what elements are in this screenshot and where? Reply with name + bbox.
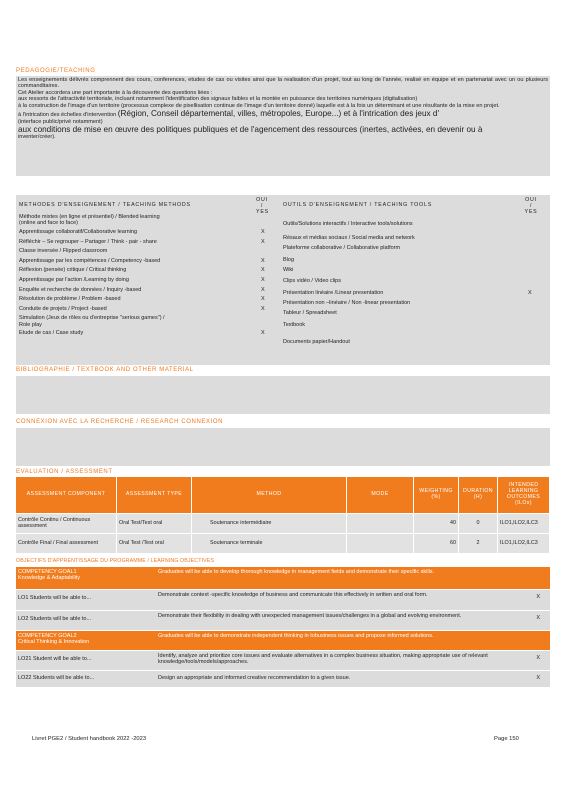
method-mark: X	[261, 330, 265, 337]
eval-type: Oral Test/Test oral	[117, 513, 192, 533]
method-mark: X	[261, 296, 265, 303]
competency-goal-2	[16, 630, 550, 651]
pedagogie-paragraph: Cet Atelier accordera une part importante à la découverte des questions liées :	[18, 89, 213, 96]
tool-mark: X	[528, 290, 532, 296]
tool-item: Résaux et médias sociaux / Social media and network	[283, 235, 415, 241]
lo-21-label: LO21 Student will be able to...	[18, 656, 92, 662]
goal-1-subtitle: Knowledge & Adaptability	[18, 575, 81, 582]
eval-type: Oral Test /Test oral	[117, 533, 192, 553]
goal-2-text: Graduates will be able to demonstrate independent thinking in tobusiness issues and propose informed solutions.	[158, 633, 434, 639]
table-row	[16, 513, 550, 533]
lo-row-21	[16, 650, 550, 671]
goal-2-title	[18, 633, 142, 646]
eval-header-type: ASSESSMENT TYPE	[117, 477, 192, 513]
tools-oui-header: OUI / YES	[524, 197, 538, 216]
pedagogie-paragraph: Les enseignements délivrés comprennent des cours, conferences, etudes de cas ou visites ainsi que la realisation d'un projet, tout au long de l'année, realisé en équipe et en partenariat avec un ou plusieurs commanditaires.	[18, 77, 548, 90]
goal-1-text: Graduates will be able to develop thorough knowledge in management fields and demonstrate their specific skills.	[158, 569, 435, 575]
pedagogie-paragraph-large: aux conditions de mise en œuvre des politiques publiques et de l'agencement des ressources (inertes, activées, en devenir ou à	[18, 124, 483, 134]
method-label: Résolution de problème / Problem -based	[19, 296, 121, 303]
lo-21-mark: X	[536, 655, 540, 661]
eval-weight: 40	[414, 513, 459, 533]
eval-component: Contrôle Continu / Continuous assessment	[16, 513, 117, 533]
connexion-box	[16, 428, 550, 466]
eval-header-weighting: WEIGHTING (%)	[414, 477, 459, 513]
method-label: Apprentissage par l'action /Learning by doing	[19, 277, 129, 283]
lo-22-text: Design an appropriate and informed creative recommendation to a given issue.	[158, 675, 351, 681]
method-label: Conduite de projets / Project -based	[19, 305, 107, 312]
method-label: Classe inversée / Flipped classroom	[19, 248, 108, 255]
connexion-label: CONNEXION AVEC LA RECHERCHE / RESEARCH CONNEXION	[16, 419, 224, 425]
competency-goal-1	[16, 567, 550, 589]
pedagogie-paragraph	[18, 109, 548, 118]
eval-duration: 2	[459, 533, 498, 553]
bibliographie-label: BIBLIOGRAPHIE / TEXTBOOK AND OTHER MATERIAL	[16, 367, 194, 373]
eval-ilo: ILO1,ILO2,ILC3	[498, 513, 550, 533]
lo-21-text: Identify, analyze and prioritize core issues and evaluate alternatives in a complex business situation, making appropriate use of relevant knowledge/tools/models/approaches.	[158, 653, 488, 666]
tool-item: Plateforme collaborative / Collaborative platform	[283, 245, 401, 251]
lo-1-text: Demonstrate context -specific knowledge of business and communicate this effectively in written and oral form.	[158, 592, 428, 598]
method-label: Réflexion (pensée) critique / Critical thinking	[19, 267, 127, 274]
eval-header-component: ASSESSMENT COMPONENT	[16, 477, 117, 513]
goal-2-name: COMPETENCY GOAL2	[18, 633, 77, 639]
method-label: Réfléchir – Se regrouper – Partager / Think - pair - share	[19, 238, 157, 245]
lo-2-label: LO2 Students will be able to...	[18, 616, 92, 622]
method-item	[19, 229, 137, 235]
goal-1-name: COMPETENCY GOAL1	[18, 569, 77, 575]
tools-header: OUTILS D'ENSEIGNEMENT / TEACHING TOOLS	[283, 202, 433, 208]
footer-page-number: Page 150	[494, 736, 519, 742]
method-item	[19, 296, 121, 302]
tool-item: Textbook	[283, 322, 306, 328]
objectives-label: OBJECTIFS D'APPRENTISSAGE DU PROGRAMME / LEARNING OBJECTIVES	[16, 558, 215, 564]
lo-22-mark: X	[536, 675, 540, 681]
method-mark: X	[261, 238, 265, 245]
method-label: Enquête et recherche de données / Inquiry -based	[19, 286, 142, 293]
pedagogie-text-large: (Région, Conseil départemental, villes, métropoles, Europe...) et à l'intrication des jeux d'	[117, 109, 440, 119]
bibliographie-box	[16, 376, 550, 414]
method-item	[19, 214, 160, 227]
lo-row-2	[16, 610, 550, 631]
pedagogie-text: à l'intrication des échelles d'intervention	[18, 112, 117, 119]
lo-1-mark: X	[536, 594, 540, 600]
lo-1-label: LO1 Students will be able to...	[18, 595, 92, 601]
method-mark: X	[261, 286, 265, 293]
footer-handbook: Livret PGE2 / Student handbook 2022 -2023	[32, 736, 147, 742]
goal-1-title	[18, 569, 142, 582]
lo-row-1	[16, 589, 550, 611]
eval-header-duration: DURATION (H)	[459, 477, 498, 513]
tool-item: Présentation non –linéaire / Non -linear presentation	[283, 300, 411, 306]
tool-item: Outils/Solutions interactifs / Interactive tools/solutions	[283, 221, 413, 227]
method-item	[19, 239, 157, 245]
evaluation-table	[16, 477, 550, 553]
eval-mode	[347, 533, 414, 553]
method-item	[19, 267, 126, 273]
eval-header-ilo: INTENDED LEARNING OUTCOMES (ILOs)	[498, 477, 550, 513]
lo-2-text: Demonstrate their flexibility in dealing with unexpected management issues/challenges in a global and evolving environment.	[158, 613, 462, 619]
method-mark: X	[261, 305, 265, 312]
eval-method: Soutenance terminale	[192, 533, 347, 553]
eval-method: Soutenance intermédiaire	[192, 513, 347, 533]
method-label-line2: Role play	[19, 321, 42, 328]
pedagogie-box	[16, 76, 550, 176]
method-mark: X	[261, 229, 265, 235]
eval-mode	[347, 513, 414, 533]
method-item	[19, 248, 107, 254]
tool-item: Documents papier/Handout	[283, 339, 350, 345]
pedagogie-paragraph: aux ressorts de l'attractivité territoriale, incluant notamment l'identification des signaux faibles et la montée en puissance des territoires numériques (digitalisation)	[18, 96, 418, 103]
tool-item: Tableur / Spreadsheet	[283, 310, 337, 316]
pedagogie-paragraph: inventer/créer).	[18, 133, 56, 140]
pedagogie-paragraph: à la construction de l'image d'un territoire (processus complexe de pixellisation continue de l'image d'un territoire donné) laquelle est à la fois un déterminant et une résultante de la mise en projet.	[18, 102, 500, 109]
tool-item: Wiki	[283, 267, 294, 273]
method-item	[19, 330, 83, 336]
eval-component: Contrôle Final / Final assessment	[16, 533, 117, 553]
tool-item: Clips vidéo / Video clips	[283, 278, 341, 284]
method-label: Apprentissage collaboratif/Collaborative learning	[19, 229, 138, 235]
method-item	[19, 258, 160, 264]
method-label-line2: (online and face to face)	[19, 220, 79, 227]
eval-weight: 60	[414, 533, 459, 553]
method-mark: X	[261, 257, 265, 264]
methods-header: METHODES D'ENSEIGNEMENT / TEACHING METHODS	[19, 202, 191, 208]
method-label: Simulation (Jeux de rôles ou d'entreprise "serious games") /	[19, 315, 165, 322]
method-label: Méthode mixtes (en ligne et présentiel) / Blended learning	[19, 214, 160, 220]
evaluation-label: EVALUATION / ASSESSMENT	[16, 469, 113, 475]
lo-22-label: LO22 Students will be able to...	[18, 675, 95, 681]
method-label: Apprentissage par les compétences / Competency -based	[19, 257, 161, 264]
pedagogie-label: PEDAGOGIE/TEACHING	[16, 68, 96, 74]
method-mark: X	[261, 267, 265, 274]
method-mark: X	[261, 277, 265, 283]
eval-header-method: METHOD	[192, 477, 347, 513]
method-item	[19, 306, 107, 312]
goal-2-subtitle: Critical Thinking & Innovation	[18, 639, 90, 646]
eval-ilo: ILO1,ILO2,ILC3	[498, 533, 550, 553]
lo-2-mark: X	[536, 615, 540, 621]
method-label: Etude de cas / Case study	[19, 330, 84, 337]
method-item	[19, 277, 129, 283]
method-item	[19, 287, 141, 293]
method-item	[19, 315, 165, 328]
tool-item: Blog	[283, 257, 295, 263]
methods-oui-header: OUI / YES	[256, 197, 269, 216]
table-row	[16, 533, 550, 553]
eval-duration: 0	[459, 513, 498, 533]
tool-item: Présentation linéaire /Linear presentation	[283, 290, 384, 296]
lo-row-22	[16, 670, 550, 687]
eval-header-mode: MODE	[347, 477, 414, 513]
pedagogie-paragraph: (interface public/privé notamment)	[18, 118, 103, 125]
